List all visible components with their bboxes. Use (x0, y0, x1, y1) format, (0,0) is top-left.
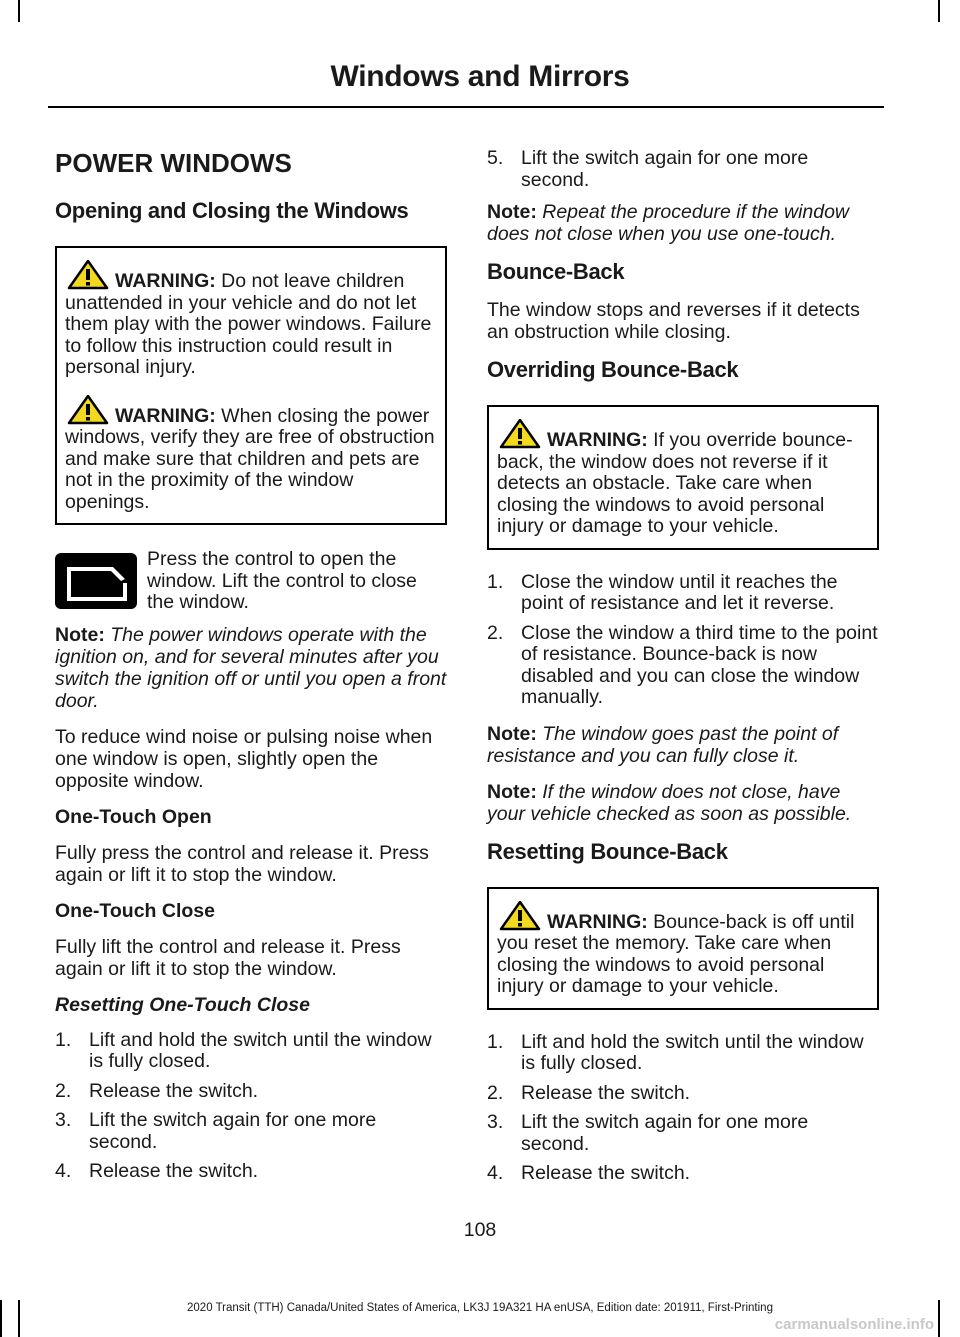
note-text: Repeat the procedure if the window does not close when you use one-touch. (487, 201, 850, 245)
resetting-one-touch-heading: Resetting One-Touch Close (55, 993, 310, 1016)
warning-triangle-icon (497, 419, 543, 449)
list-item (487, 1032, 879, 1075)
steps-list (487, 148, 879, 191)
warning-label: WARNING: (115, 270, 216, 292)
step-text: Release the switch. (89, 1160, 259, 1182)
watermark: carmanualsonline.info (774, 1316, 934, 1333)
step-text: Lift the switch again for one more second. (521, 147, 809, 191)
note (55, 624, 447, 712)
one-touch-close-text: Fully lift the control and release it. Press again or lift it to stop the window. (55, 935, 401, 980)
step-text: Lift the switch again for one more second. (521, 1111, 809, 1155)
page-number: 108 (463, 1219, 497, 1241)
step-number: 3. (55, 1109, 72, 1131)
list-item (55, 1110, 447, 1153)
step-number: 2. (487, 621, 504, 644)
steps-list (55, 1030, 447, 1183)
footer-edition-info: 2020 Transit (TTH) Canada/United States of America, LK3J 19A321 HA enUSA, Edition date: 201911, First-Printing (187, 1302, 773, 1314)
list-item (487, 572, 879, 615)
one-touch-close-heading: One-Touch Close (55, 899, 215, 922)
crop-mark (18, 0, 20, 22)
list-item (55, 1081, 447, 1103)
step-number: 1. (487, 1030, 504, 1053)
section-title: POWER WINDOWS (55, 148, 292, 178)
warning-text: When closing the power windows, verify they are free of obstruction and make sure that children and pets are not in the proximity of the window openings. (65, 404, 435, 513)
note (487, 781, 879, 825)
list-item (487, 623, 879, 709)
overriding-bounce-back-heading: Overriding Bounce-Back (487, 357, 739, 382)
step-text: Close the window a third time to the point of resistance. Bounce-back is now disabled and you can close the window manually. (521, 621, 878, 708)
power-window-switch-icon (55, 553, 137, 609)
note-label: Note: (55, 623, 105, 646)
step-number: 2. (487, 1081, 504, 1104)
warning-label: WARNING: (115, 404, 216, 427)
step-number: 2. (55, 1079, 72, 1102)
warning-triangle-icon (497, 901, 543, 931)
note-label: Note: (487, 201, 537, 223)
header-divider (48, 106, 884, 108)
list-item (487, 148, 879, 191)
step-text: Release the switch. (521, 1162, 691, 1184)
step-text: Lift and hold the switch until the window is fully closed. (89, 1028, 432, 1072)
warning-text: Bounce-back is off until you reset the memory. Take care when closing the windows to avoid personal injury or damage to your vehicle. (497, 910, 855, 997)
step-text: Release the switch. (521, 1081, 691, 1104)
bounce-back-heading: Bounce-Back (487, 259, 625, 284)
list-item (487, 1083, 879, 1105)
one-touch-open-heading: One-Touch Open (55, 805, 212, 828)
warning-item (65, 260, 437, 379)
warning-triangle-icon (65, 260, 111, 290)
list-item (487, 1112, 879, 1155)
step-number: 5. (487, 147, 504, 169)
resetting-bounce-back-heading: Resetting Bounce-Back (487, 838, 728, 864)
subsection-title: Opening and Closing the Windows (55, 198, 409, 223)
warning-box (487, 405, 879, 550)
note-label: Note: (487, 780, 537, 803)
warning-box (55, 246, 447, 525)
warning-label: WARNING: (547, 910, 648, 933)
left-column (55, 148, 447, 1197)
page-title: Windows and Mirrors (330, 60, 630, 93)
list-item (487, 1163, 879, 1185)
note (487, 201, 879, 245)
warning-box (487, 887, 879, 1010)
note-text: The window goes past the point of resistance and you can fully close it. (487, 722, 839, 767)
warning-item (497, 419, 869, 538)
right-column (487, 148, 879, 1199)
warning-text: If you override bounce-back, the window does not reverse if it detects an obstacle. Take care when closing the windows to avoid personal injury or damage to your vehicle. (497, 429, 853, 537)
note (487, 723, 879, 767)
steps-list (487, 572, 879, 709)
warning-item (497, 901, 869, 998)
bounce-back-text: The window stops and reverses if it detects an obstruction while closing. (487, 299, 860, 343)
control-instruction: Press the control to open the window. Lift the control to close the window. (147, 548, 417, 613)
steps-list (487, 1032, 879, 1185)
list-item (55, 1161, 447, 1183)
one-touch-open-text: Fully press the control and release it. Press again or lift it to stop the window. (55, 841, 429, 886)
step-text: Release the switch. (89, 1079, 259, 1102)
step-number: 4. (55, 1160, 72, 1182)
step-text: Lift and hold the switch until the window is fully closed. (521, 1030, 864, 1074)
control-description (55, 547, 447, 614)
paragraph: To reduce wind noise or pulsing noise when one window is open, slightly open the opposite window. (55, 725, 433, 792)
note-text: If the window does not close, have your vehicle checked as soon as possible. (487, 780, 852, 825)
list-item (55, 1030, 447, 1073)
note-text: The power windows operate with the ignition on, and for several minutes after you switch the ignition off or until you open a front door. (55, 623, 447, 712)
crop-mark (938, 0, 940, 22)
step-number: 1. (55, 1028, 72, 1051)
warning-label: WARNING: (547, 429, 648, 451)
step-number: 1. (487, 570, 504, 593)
warning-text: Do not leave children unattended in your vehicle and do not let them play with the power windows. Failure to follow this instruction could result in personal injury. (65, 270, 432, 378)
warning-item (65, 395, 437, 514)
step-text: Lift the switch again for one more second. (89, 1109, 377, 1153)
note-label: Note: (487, 722, 537, 745)
step-number: 4. (487, 1162, 504, 1184)
warning-triangle-icon (65, 395, 111, 425)
step-number: 3. (487, 1111, 504, 1133)
step-text: Close the window until it reaches the point of resistance and let it reverse. (521, 570, 838, 614)
